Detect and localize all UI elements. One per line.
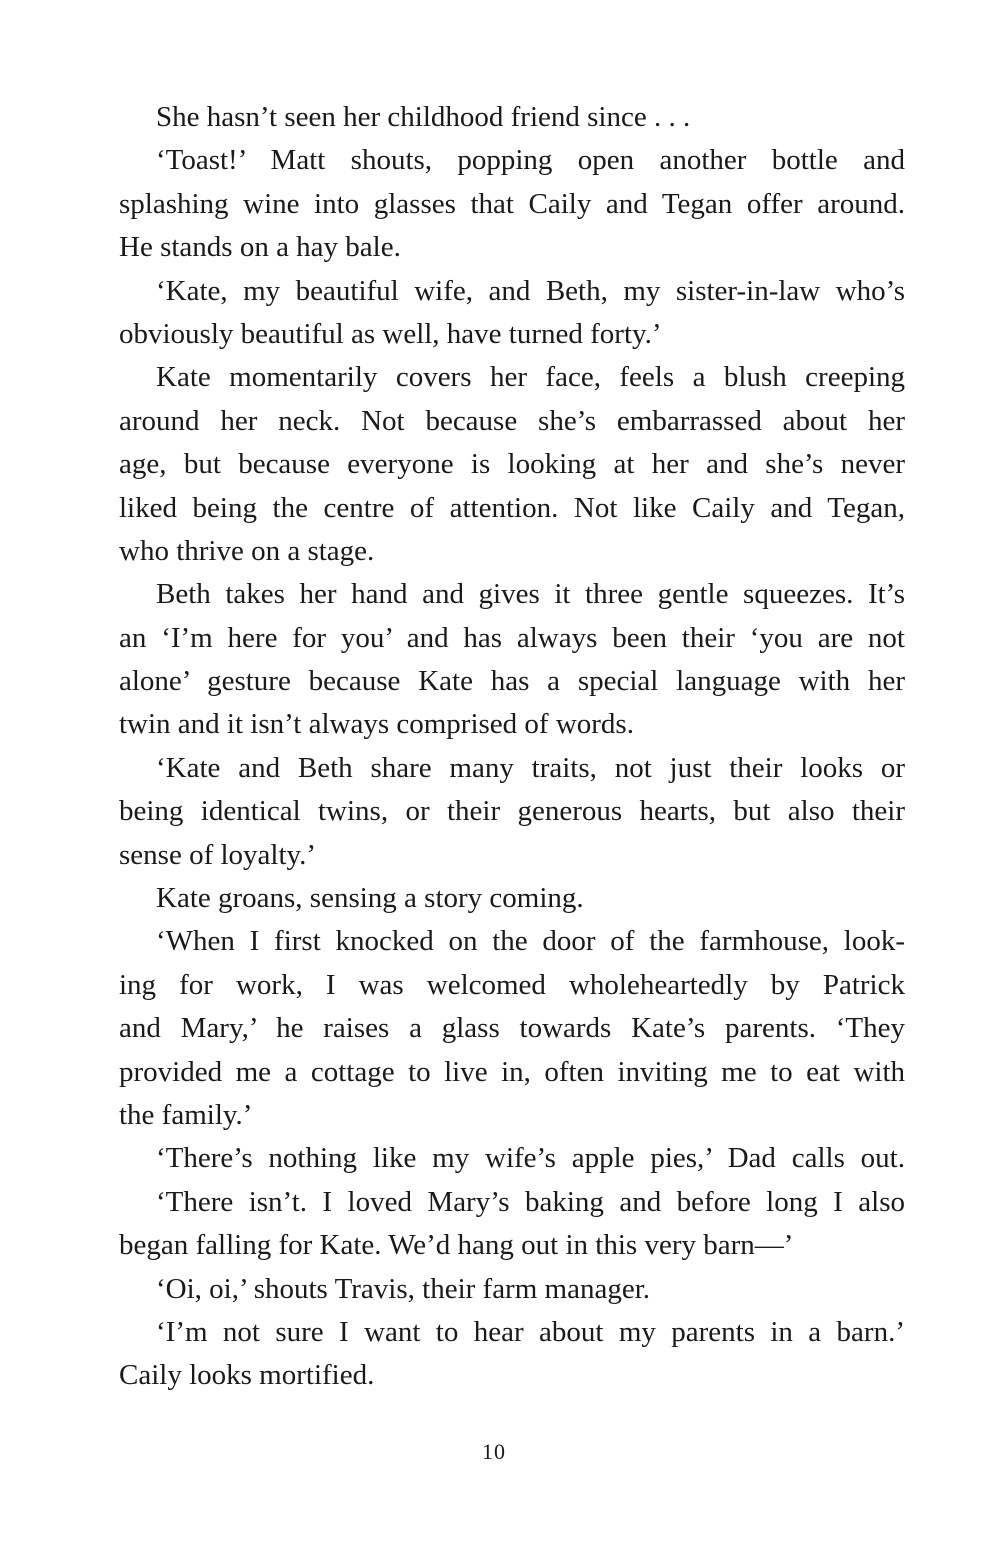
text-line: liked being the centre of attention. Not like Caily and Tegan, <box>119 491 905 524</box>
body-text <box>119 96 905 1398</box>
page-number: 10 <box>482 1439 506 1464</box>
text-line: ‘When I first knocked on the door of the farmhouse, look- <box>156 925 905 958</box>
text-line: ‘Kate, my beautiful wife, and Beth, my sister-in-law who’s <box>156 274 905 307</box>
text-line: Kate momentarily covers her face, feels a blush creeping <box>156 361 905 394</box>
text-line: ‘There’s nothing like my wife’s apple pies,’ Dad calls out. <box>156 1142 905 1175</box>
text-line: sense of loyalty.’ <box>119 838 317 871</box>
text-line: ‘Toast!’ Matt shouts, popping open another bottle and <box>156 144 905 177</box>
text-line: age, but because everyone is looking at her and she’s never <box>119 448 905 481</box>
text-line: He stands on a hay bale. <box>119 231 401 264</box>
text-line: ing for work, I was welcomed wholeheartedly by Patrick <box>119 968 905 1001</box>
text-line: She hasn’t seen her childhood friend since . . . <box>156 101 691 133</box>
text-line: provided me a cottage to live in, often inviting me to eat with <box>119 1055 905 1088</box>
text-line: ‘Oi, oi,’ shouts Travis, their farm manager. <box>156 1272 651 1305</box>
text-line: ‘Kate and Beth share many traits, not just their looks or <box>156 751 905 784</box>
text-line: Caily looks mortified. <box>119 1359 375 1392</box>
text-line: ‘I’m not sure I want to hear about my parents in a barn.’ <box>156 1315 905 1348</box>
text-line: an ‘I’m here for you’ and has always been their ‘you are not <box>119 621 905 654</box>
text-line: being identical twins, or their generous hearts, but also their <box>119 795 905 828</box>
text-line: splashing wine into glasses that Caily and Tegan offer around. <box>119 187 905 220</box>
text-line: Beth takes her hand and gives it three gentle squeezes. It’s <box>156 578 905 611</box>
text-line: alone’ gesture because Kate has a special language with her <box>119 665 905 698</box>
text-line: the family.’ <box>119 1098 253 1131</box>
text-line: and Mary,’ he raises a glass towards Kate’s parents. ‘They <box>119 1012 905 1045</box>
text-line: began falling for Kate. We’d hang out in this very barn—’ <box>119 1229 794 1262</box>
text-line: who thrive on a stage. <box>119 534 375 567</box>
text-line: obviously beautiful as well, have turned forty.’ <box>119 317 662 350</box>
text-line: Kate groans, sensing a story coming. <box>156 882 584 915</box>
text-line: ‘There isn’t. I loved Mary’s baking and before long I also <box>156 1185 905 1218</box>
text-line: twin and it isn’t always comprised of words. <box>119 708 634 741</box>
text-line: around her neck. Not because she’s embarrassed about her <box>119 404 905 437</box>
